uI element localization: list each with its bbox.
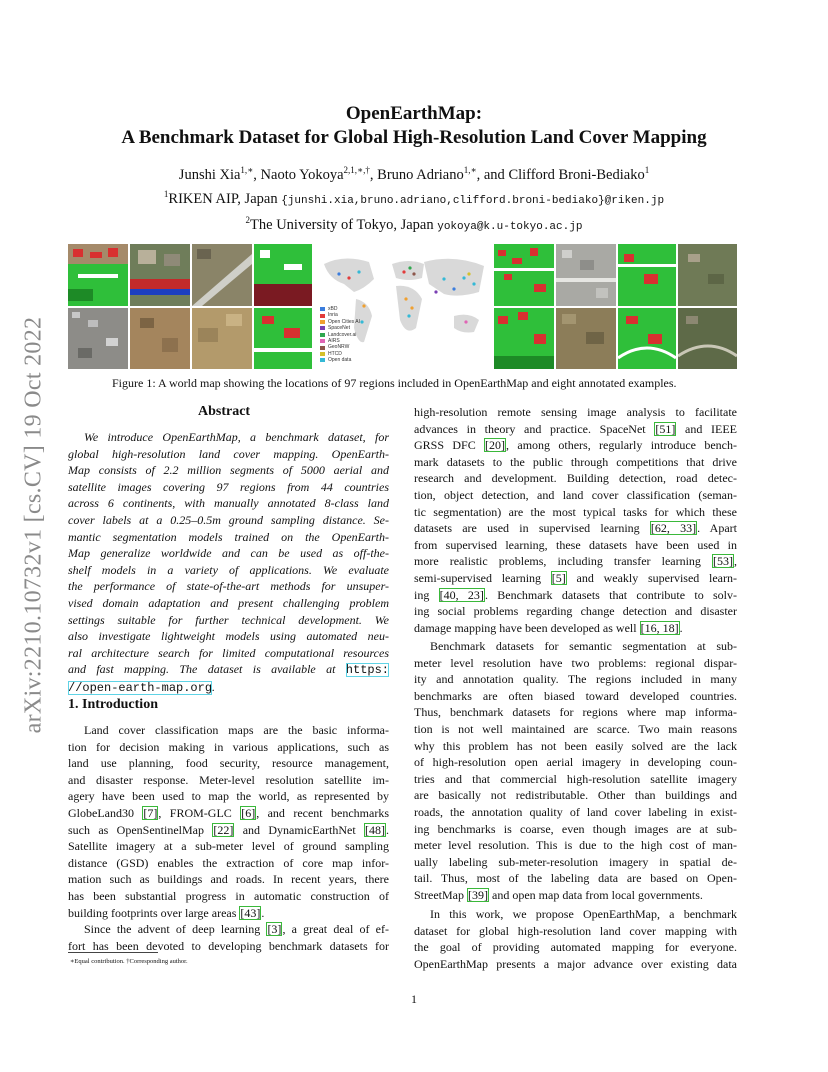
- text-line: Satellite imagery at a sub-meter level of ground sampling: [68, 839, 389, 854]
- legend-swatch: [320, 314, 325, 318]
- author-sup: 1: [644, 165, 650, 175]
- text-line: settings suitable for further technical development. We: [68, 612, 389, 627]
- paper-title: [0, 102, 828, 150]
- legend-label: HTCD: [328, 350, 342, 357]
- aff-sup: 1: [163, 188, 169, 199]
- text-line: datasets are used in supervised learning [62, 33]. Apart: [414, 521, 737, 536]
- legend-label: Landcover.ai: [328, 331, 357, 338]
- landcover-tile: [494, 308, 554, 369]
- abstract-body: [68, 429, 389, 697]
- aerial-tile: [556, 244, 616, 306]
- author-sup: 1,∗: [463, 165, 477, 175]
- text-line: shelf models in a variety of applications. We evaluate: [68, 562, 389, 577]
- text-line: mark datasets to the public through competitions that drive: [414, 454, 737, 469]
- map-legend: [320, 306, 360, 364]
- text-line: damage mapping have been developed as well [16, 18].: [414, 620, 683, 635]
- text-line: the goal of providing automated mapping for everyone.: [414, 940, 737, 955]
- citation-link[interactable]: [6]: [241, 805, 256, 820]
- aerial-tile: [130, 308, 190, 369]
- text-line: OpenEarthMap presents a major advance over existing data: [414, 956, 737, 971]
- legend-label: GeoNRW: [328, 344, 350, 351]
- legend-swatch: [320, 346, 325, 350]
- text-line: why this problem has not been easily solved are the lack: [414, 738, 737, 753]
- text-line: GRSS DFC [20], among others, regularly introduce bench-: [414, 438, 737, 453]
- citation-link[interactable]: [53]: [713, 554, 733, 569]
- text-line: land use planning, food security, resource management,: [68, 756, 389, 771]
- figure-caption: Figure 1: A world map showing the locations of 97 regions included in OpenEarthMap and eight annotated examples.: [112, 376, 677, 390]
- legend-swatch: [320, 326, 325, 330]
- footnote-rule: [68, 952, 158, 953]
- text-line: vised domain adaptation and present challenging problem: [68, 595, 389, 610]
- author-name: Naoto Yokoya: [260, 166, 344, 183]
- landcover-tile: [68, 244, 128, 306]
- text-line: from supervised learning, these datasets have been used in: [414, 537, 737, 552]
- text-line: ing benchmarks is coarse, even though images are at sub-: [414, 821, 737, 836]
- text-line: advances in theory and practice. SpaceNet [51] and IEEE: [414, 421, 737, 436]
- legend-label: AIRS: [328, 338, 340, 345]
- text-line: agery have been used to map the world, as represented by: [68, 789, 389, 804]
- text-line: meter level resolution have two problems: regional dispar-: [414, 655, 737, 670]
- legend-label: SpaceNet: [328, 325, 350, 332]
- text-line: We introduce OpenEarthMap, a benchmark dataset, for: [84, 430, 389, 444]
- text-line: distance (GSD) enables the extraction of core map infor-: [68, 855, 389, 870]
- email[interactable]: yokoya@k.u-tokyo.ac.jp: [437, 220, 583, 233]
- author-sup: 1,∗: [240, 165, 254, 175]
- text-line: semi-supervised learning [5] and weakly supervised learn-: [414, 570, 737, 585]
- text-line: and disaster response. Meter-level resolution satellite im-: [68, 772, 389, 787]
- text-line: mation such as buildings and roads. In recent years, there: [68, 872, 389, 887]
- legend-swatch: [320, 358, 325, 362]
- text-line: GlobeLand30 [7], FROM-GLC [6], and recent benchmarks: [68, 805, 390, 820]
- aerial-tile: [130, 244, 190, 306]
- landcover-tile: [254, 308, 312, 369]
- text-line: ing [40, 23]. Benchmark datasets that contribute to solv-: [414, 587, 737, 602]
- citation-link[interactable]: [7]: [143, 805, 158, 820]
- text-line: tion, object detection, and land cover classification (seman-: [414, 487, 737, 502]
- text-line: ity and annotation quality. The regions included in many: [414, 672, 737, 687]
- author-name: Junshi Xia: [178, 166, 241, 183]
- author-sup: 2,1,∗,†: [343, 165, 370, 175]
- aff-sup: 2: [245, 214, 251, 225]
- email[interactable]: {junshi.xia,bruno.adriano,clifford.broni-bediako}@riken.jp: [281, 194, 665, 207]
- text-line: global high-resolution land cover mapping. OpenEarth-: [68, 446, 389, 461]
- affiliation-2: [0, 211, 828, 237]
- dataset-url-link[interactable]: https:: [345, 663, 390, 678]
- text-line: has been substantial progress in automatic construction of: [68, 888, 389, 903]
- legend-entry: [320, 357, 360, 363]
- text-line: of high-resolution open aerial imagery in developing coun-: [414, 755, 737, 770]
- text-line: ually labeling sub-meter-resolution imagery in spatial de-: [414, 854, 737, 869]
- abstract-heading: Abstract: [198, 404, 251, 419]
- text-line: are basically not redistributable. Other than buildings and: [414, 788, 737, 803]
- figure-1: [68, 244, 737, 369]
- footnote: ∗Equal contribution. †Corresponding author.: [70, 958, 188, 965]
- text-line: fort has been devoted to developing benchmark datasets for: [68, 938, 389, 953]
- text-line: also investigate lightweight models using automated neu-: [68, 629, 389, 644]
- author-block: [0, 161, 828, 236]
- landcover-tile: [618, 244, 676, 306]
- legend-label: Open Cities AI: [328, 318, 360, 325]
- aerial-tile: [68, 308, 128, 369]
- affiliation-1: [0, 185, 828, 211]
- legend-swatch: [320, 339, 325, 343]
- citation-link[interactable]: [48]: [365, 822, 385, 837]
- citation-link[interactable]: [62, 33]: [650, 521, 697, 536]
- title-line-2: A Benchmark Dataset for Global High-Resolution Land Cover Mapping: [121, 127, 707, 148]
- aff-name: The University of Tokyo, Japan: [250, 216, 434, 233]
- author-name: Clifford Broni-Bediako: [508, 166, 645, 183]
- text-line: StreetMap [39] and open map data from local governments.: [414, 887, 703, 902]
- citation-link[interactable]: [51]: [655, 421, 676, 436]
- legend-swatch: [320, 320, 325, 324]
- text-line: satellite images covering 97 regions from 44 countries: [68, 479, 389, 494]
- page-number: 1: [411, 992, 417, 1006]
- aerial-tile: [192, 308, 252, 369]
- citation-link[interactable]: [40, 23]: [439, 587, 484, 602]
- text-line: Thus, benchmark datasets for regions where map informa-: [414, 705, 737, 720]
- citation-link[interactable]: [5]: [551, 570, 566, 585]
- aerial-tile: [192, 244, 252, 306]
- aerial-tile: [678, 244, 737, 306]
- title-line-1: OpenEarthMap:: [345, 103, 483, 124]
- text-line: tion is not well maintained are scarce. Two main reasons: [414, 721, 737, 736]
- dataset-url-link[interactable]: //open-earth-map.org: [68, 680, 213, 695]
- text-line: meter level resolution. This is due to the high cost of man-: [414, 838, 737, 853]
- intro-heading: 1. Introduction: [68, 697, 158, 712]
- legend-swatch: [320, 333, 325, 337]
- text-line: and fast mapping. The dataset is available at https:: [68, 662, 390, 678]
- text-line: In this work, we propose OpenEarthMap, a benchmark: [430, 907, 737, 921]
- intro-body: [68, 722, 389, 954]
- text-line: Map generalize worldwide and can be used as off-the-: [68, 546, 389, 561]
- citation-link[interactable]: [43]: [240, 905, 261, 920]
- legend-label: Open data: [328, 357, 352, 364]
- right-paragraph-1: [414, 404, 737, 636]
- citation-link[interactable]: [20]: [485, 438, 506, 453]
- citation-link[interactable]: [22]: [213, 822, 234, 837]
- legend-swatch: [320, 352, 325, 356]
- landcover-tile: [618, 308, 676, 369]
- text-line: //open-earth-map.org.: [68, 679, 216, 695]
- citation-link[interactable]: [16, 18]: [640, 620, 679, 635]
- text-line: more realistic problems, including transfer learning [53],: [414, 554, 737, 569]
- text-line: cover labels at a 0.25–0.5m ground sampling distance. Se-: [68, 512, 389, 527]
- landcover-tile: [254, 244, 312, 306]
- text-line: dataset for global high-resolution land cover mapping with: [414, 923, 737, 938]
- right-paragraph-2: [414, 638, 737, 904]
- text-line: benchmarks are often biased toward developed countries.: [414, 688, 737, 703]
- text-line: Since the advent of deep learning [3], a great deal of ef-: [84, 922, 390, 937]
- text-line: building footprints over large areas [43].: [68, 905, 265, 920]
- text-line: roads, the annotation quality of land cover labeling in exist-: [414, 804, 737, 819]
- text-line: research and development. Building detection, road detec-: [414, 471, 737, 486]
- text-line: ral architecture search for limited computational resources: [68, 645, 389, 660]
- text-line: tion for decision making in various applications, such as: [68, 739, 389, 754]
- citation-link[interactable]: [3]: [267, 922, 282, 937]
- legend-label: xBD: [328, 306, 338, 312]
- text-line: mantic segmentation models trained on the OpenEarth-: [68, 529, 389, 544]
- aerial-tile: [678, 308, 737, 369]
- right-paragraph-3: [414, 906, 737, 972]
- arxiv-stamp: arXiv:2210.10732v1 [cs.CV] 19 Oct 2022: [20, 316, 47, 734]
- text-line: ing social problems regarding change detection and disaster: [414, 604, 737, 619]
- text-line: the performance of state-of-the-art methods for unsuper-: [68, 579, 389, 594]
- text-line: Map consists of 2.2 million segments of 5000 aerial and: [68, 463, 389, 478]
- author-line: Junshi Xia$^{1,∗}$, Naoto Yokoya$^{2,1,∗,\dagger}$, Bruno Adriano$^{1,∗}$, and Clifford Broni-Bediako$^1$: [178, 165, 650, 183]
- arxiv-sidebar: [14, 290, 54, 760]
- text-line: tic segmentation) are the most typical tasks for which these: [414, 504, 737, 519]
- text-line: Benchmark datasets for semantic segmentation at sub-: [430, 639, 737, 653]
- text-line: across 6 continents, with manually annotated 8-class land: [68, 496, 389, 511]
- text-line: Land cover classification maps are the basic informa-: [84, 723, 389, 737]
- landcover-tile: [494, 244, 554, 306]
- legend-label: Inria: [328, 312, 338, 319]
- aff-name: RIKEN AIP, Japan: [168, 190, 278, 207]
- world-map: [314, 244, 492, 369]
- aerial-tile: [556, 308, 616, 369]
- citation-link[interactable]: [39]: [468, 887, 488, 902]
- text-line: tries and that commercial high-resolution satellite imagery: [414, 771, 737, 786]
- author-name: Bruno Adriano: [377, 166, 464, 183]
- text-line: tail. Thus, most of the labeling data are based on Open-: [414, 871, 737, 886]
- text-line: high-resolution remote sensing image analysis to facilitate: [414, 405, 737, 419]
- legend-swatch: [320, 307, 325, 311]
- text-line: such as OpenSentinelMap [22] and DynamicEarthNet [48].: [68, 822, 389, 837]
